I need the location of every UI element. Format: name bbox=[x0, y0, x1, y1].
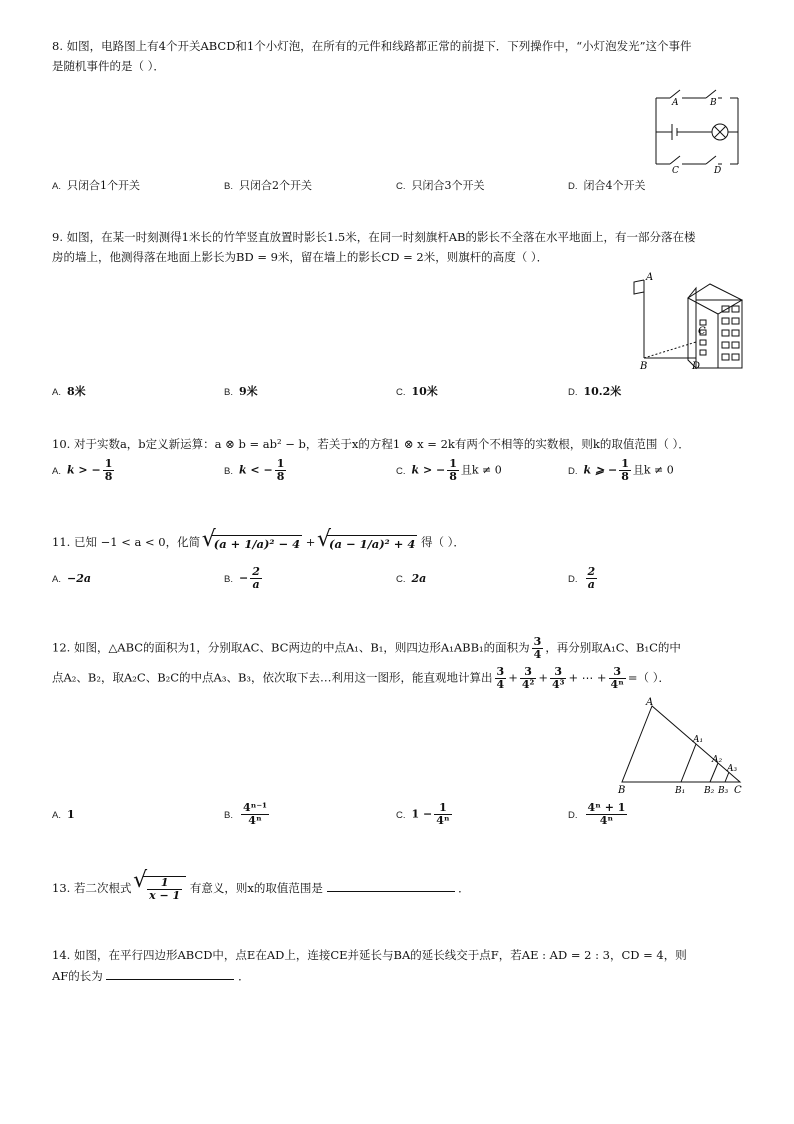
fraction-denominator: 8 bbox=[621, 470, 629, 483]
option-letter: D. bbox=[568, 387, 578, 398]
fraction-numerator: 3 bbox=[609, 666, 626, 679]
series-ellipsis: + ⋯ + bbox=[568, 670, 607, 685]
option-letter: C. bbox=[396, 181, 406, 192]
option-letter: A. bbox=[52, 465, 61, 477]
option-text: 只闭合1个开关 bbox=[66, 179, 140, 192]
option-text: 只闭合3个开关 bbox=[411, 179, 485, 192]
q11-option-b[interactable] bbox=[224, 566, 264, 591]
fraction-denominator: 4ⁿ bbox=[599, 814, 614, 827]
fraction-numerator: 2 bbox=[252, 565, 260, 578]
option-letter: C. bbox=[396, 387, 406, 398]
option-letter: B. bbox=[224, 573, 233, 585]
q9-option-c[interactable] bbox=[396, 383, 438, 399]
q8-option-c[interactable] bbox=[396, 177, 485, 193]
q12-label-b3: B₃ bbox=[718, 786, 729, 796]
q11-prefix: 11. 已知 −1 < a < 0，化简 bbox=[52, 535, 201, 549]
fraction-numerator: 3 bbox=[520, 666, 536, 679]
q12-option-d[interactable] bbox=[568, 802, 629, 827]
option-text: 只闭合2个开关 bbox=[238, 179, 312, 192]
series-term bbox=[495, 666, 507, 691]
q12-label-b: B bbox=[618, 785, 626, 796]
option-prefix: − bbox=[238, 571, 249, 585]
series-plus: + bbox=[538, 670, 548, 685]
option-letter: C. bbox=[396, 574, 406, 585]
q12-area-fraction bbox=[532, 636, 544, 661]
q9-label-d: D bbox=[692, 361, 701, 372]
q8-option-d[interactable] bbox=[568, 177, 646, 193]
option-suffix: 且k ≠ 0 bbox=[632, 463, 674, 477]
fraction-numerator: 1 bbox=[621, 457, 629, 470]
fraction-denominator: x − 1 bbox=[149, 889, 181, 902]
q11-radical-2: √ (a − 1/a)² + 4 bbox=[327, 535, 417, 552]
q9-stem-line2: 房的墙上，他测得落在地面上影长为BD = 9米，留在墙上的影长CD = 2米，则旗杆的高度（ ）． bbox=[52, 250, 549, 264]
fraction-numerator: 3 bbox=[533, 635, 542, 648]
q12-line2-end: =（ ）． bbox=[627, 670, 670, 685]
q12-line1-start: 12. 如图，△ABC的面积为1，分别取AC、BC两边的中点A₁、B₁，则四边形A₁ABB₁的面积为 bbox=[52, 640, 530, 655]
q9-label-a: A bbox=[646, 272, 654, 283]
q14-answer-blank[interactable] bbox=[106, 979, 234, 980]
fraction-numerator: 3 bbox=[550, 666, 566, 679]
option-suffix: 且k ≠ 0 bbox=[460, 463, 502, 477]
q10-stem: 10. 对于实数a，b定义新运算：a ⊗ b = ab² − b，若关于x的方程1 ⊗ x = 2k有两个不相等的实数根，则k的取值范围（ ）． bbox=[52, 437, 690, 451]
fraction-numerator: 1 bbox=[276, 457, 285, 470]
option-letter: B. bbox=[224, 387, 233, 398]
q13-answer-blank[interactable] bbox=[327, 891, 455, 892]
fraction-denominator: 4ⁿ bbox=[610, 678, 624, 691]
option-fraction bbox=[103, 458, 115, 483]
fraction-denominator: 8 bbox=[104, 470, 113, 483]
option-text: −2a bbox=[66, 572, 91, 585]
q8-option-a[interactable] bbox=[52, 177, 140, 193]
q13-stem bbox=[52, 876, 470, 902]
q8-label-c: C bbox=[672, 166, 679, 174]
q8-stem-line1: 8. 如图，电路图上有4个开关ABCD和1个小灯泡，在所有的元件和线路都正常的前提下．下列操作中，“小灯泡发光”这个事件 bbox=[52, 39, 692, 53]
option-text: 10米 bbox=[411, 385, 438, 398]
option-letter: D. bbox=[568, 181, 578, 192]
q9-option-a[interactable] bbox=[52, 383, 86, 399]
option-text: 1 bbox=[66, 808, 75, 821]
option-letter: B. bbox=[224, 809, 233, 821]
q12-label-a3: A₃ bbox=[727, 764, 738, 774]
q12-option-a[interactable] bbox=[52, 808, 75, 821]
q12-triangle-figure bbox=[612, 694, 748, 796]
q8-label-b: B bbox=[710, 98, 717, 108]
option-prefix: k > − bbox=[66, 463, 101, 477]
option-letter: B. bbox=[224, 181, 233, 192]
q8-option-b[interactable] bbox=[224, 177, 312, 193]
q8-stem-line2: 是随机事件的是（ ）． bbox=[52, 59, 165, 73]
q11-option-c[interactable] bbox=[396, 572, 426, 585]
option-letter: C. bbox=[396, 465, 406, 477]
q12-label-a: A bbox=[646, 697, 654, 708]
option-text: 2a bbox=[411, 572, 427, 585]
fraction-denominator: 4 bbox=[496, 678, 505, 691]
fraction-denominator: 4² bbox=[521, 678, 535, 691]
series-plus: + bbox=[508, 670, 518, 685]
q11-suffix: 得（ ）． bbox=[421, 535, 465, 549]
q14-stem-line1: 14. 如图，在平行四边形ABCD中，点E在AD上，连接CE并延长与BA的延长线交于点F，若AE : AD = 2 : 3，CD = 4，则 bbox=[52, 948, 687, 962]
q11-radical-1: √ (a + 1/a)² − 4 bbox=[212, 535, 302, 552]
fraction-numerator: 4ⁿ + 1 bbox=[587, 801, 626, 814]
series-term bbox=[520, 666, 536, 691]
option-fraction bbox=[434, 802, 451, 827]
q13-end: ． bbox=[458, 881, 470, 895]
q9-stem-line1: 9. 如图，在某一时刻测得1米长的竹竿竖直放置时影长1.5米，在同一时刻旗杆AB的影长不全落在水平地面上，有一部分落在楼 bbox=[52, 230, 696, 244]
q13-prefix: 13. 若二次根式 bbox=[52, 881, 132, 895]
option-letter: D. bbox=[568, 573, 578, 585]
q9-option-b[interactable] bbox=[224, 383, 258, 399]
fraction-numerator: 3 bbox=[496, 665, 505, 678]
option-fraction bbox=[241, 802, 269, 827]
option-fraction bbox=[586, 802, 628, 827]
series-term bbox=[609, 666, 626, 691]
fraction-numerator: 1 bbox=[104, 457, 113, 470]
q12-option-c[interactable] bbox=[396, 802, 454, 827]
q9-flagpole-building-figure bbox=[626, 270, 746, 374]
q12-option-b[interactable] bbox=[224, 802, 271, 827]
q14-end: ． bbox=[238, 969, 250, 983]
q12-label-b2: B₂ bbox=[704, 786, 715, 796]
option-letter: A. bbox=[52, 574, 61, 585]
q10-option-b[interactable] bbox=[224, 458, 288, 483]
fraction-denominator: a bbox=[587, 578, 595, 591]
q14-line2-text: AF的长为 bbox=[52, 969, 103, 983]
fraction-denominator: 4³ bbox=[551, 678, 565, 691]
q12-line2-start: 点A₂、B₂，取A₂C、B₂C的中点A₃、B₃，依次取下去…利用这一图形，能直观地计算出 bbox=[52, 670, 493, 685]
fraction-numerator: 4ⁿ⁻¹ bbox=[242, 801, 267, 814]
q14-stem-line2 bbox=[52, 968, 250, 984]
series-term bbox=[550, 666, 566, 691]
q11-option-a[interactable] bbox=[52, 572, 91, 585]
fraction-numerator: 2 bbox=[587, 565, 596, 578]
q13-suffix: 有意义，则x的取值范围是 bbox=[189, 881, 323, 895]
q10-option-c[interactable] bbox=[396, 458, 502, 483]
q12-stem-line1 bbox=[52, 636, 681, 661]
fraction-denominator: 4ⁿ bbox=[248, 814, 262, 827]
option-text: 10.2米 bbox=[583, 385, 622, 398]
option-text: 闭合4个开关 bbox=[583, 179, 646, 192]
option-letter: A. bbox=[52, 810, 61, 821]
fraction-numerator: 1 bbox=[449, 457, 457, 470]
option-letter: B. bbox=[224, 465, 233, 477]
option-prefix: k < − bbox=[238, 463, 273, 477]
q8-label-d: D bbox=[714, 166, 722, 174]
q12-label-b1: B₁ bbox=[675, 786, 686, 796]
option-prefix: k > − bbox=[411, 463, 446, 477]
option-fraction bbox=[447, 458, 459, 483]
q12-line1-end: ，再分别取A₁C、B₁C的中 bbox=[545, 640, 681, 655]
option-prefix: 1 − bbox=[411, 807, 433, 821]
q9-label-b: B bbox=[640, 361, 648, 372]
q13-radical bbox=[143, 876, 186, 902]
q9-label-c: C bbox=[698, 326, 706, 337]
option-fraction bbox=[250, 566, 262, 591]
q12-stem-line2 bbox=[52, 666, 670, 691]
q11-plus: + bbox=[305, 535, 316, 549]
option-letter: D. bbox=[568, 809, 578, 821]
fraction-numerator: √ 1 bbox=[147, 877, 182, 890]
option-letter: D. bbox=[568, 465, 578, 477]
option-fraction bbox=[275, 458, 287, 483]
q12-label-a1: A₁ bbox=[693, 735, 704, 745]
fraction-denominator: 8 bbox=[449, 470, 457, 483]
q12-label-a2: A₂ bbox=[712, 755, 723, 765]
option-prefix: k ⩾ − bbox=[583, 463, 618, 477]
q13-fraction bbox=[147, 877, 182, 902]
q10-option-a[interactable] bbox=[52, 458, 116, 483]
fraction-denominator: 4ⁿ bbox=[436, 814, 450, 827]
q9-option-d[interactable] bbox=[568, 383, 621, 399]
option-text: 8米 bbox=[66, 385, 86, 398]
q12-label-c: C bbox=[734, 785, 742, 796]
q11-option-d[interactable] bbox=[568, 566, 599, 591]
option-text: 9米 bbox=[238, 385, 258, 398]
q8-circuit-figure bbox=[652, 88, 744, 174]
option-fraction bbox=[619, 458, 631, 483]
option-letter: A. bbox=[52, 181, 61, 192]
fraction-denominator: 8 bbox=[276, 470, 285, 483]
option-fraction bbox=[586, 566, 598, 591]
fraction-denominator: 4 bbox=[533, 648, 542, 661]
fraction-numerator: 1 bbox=[434, 802, 451, 815]
q10-option-d[interactable] bbox=[568, 458, 674, 483]
q11-stem bbox=[52, 534, 465, 552]
q8-label-a: A bbox=[672, 98, 679, 108]
fraction-denominator: a bbox=[252, 578, 260, 591]
option-letter: A. bbox=[52, 387, 61, 398]
option-letter: C. bbox=[396, 809, 406, 821]
